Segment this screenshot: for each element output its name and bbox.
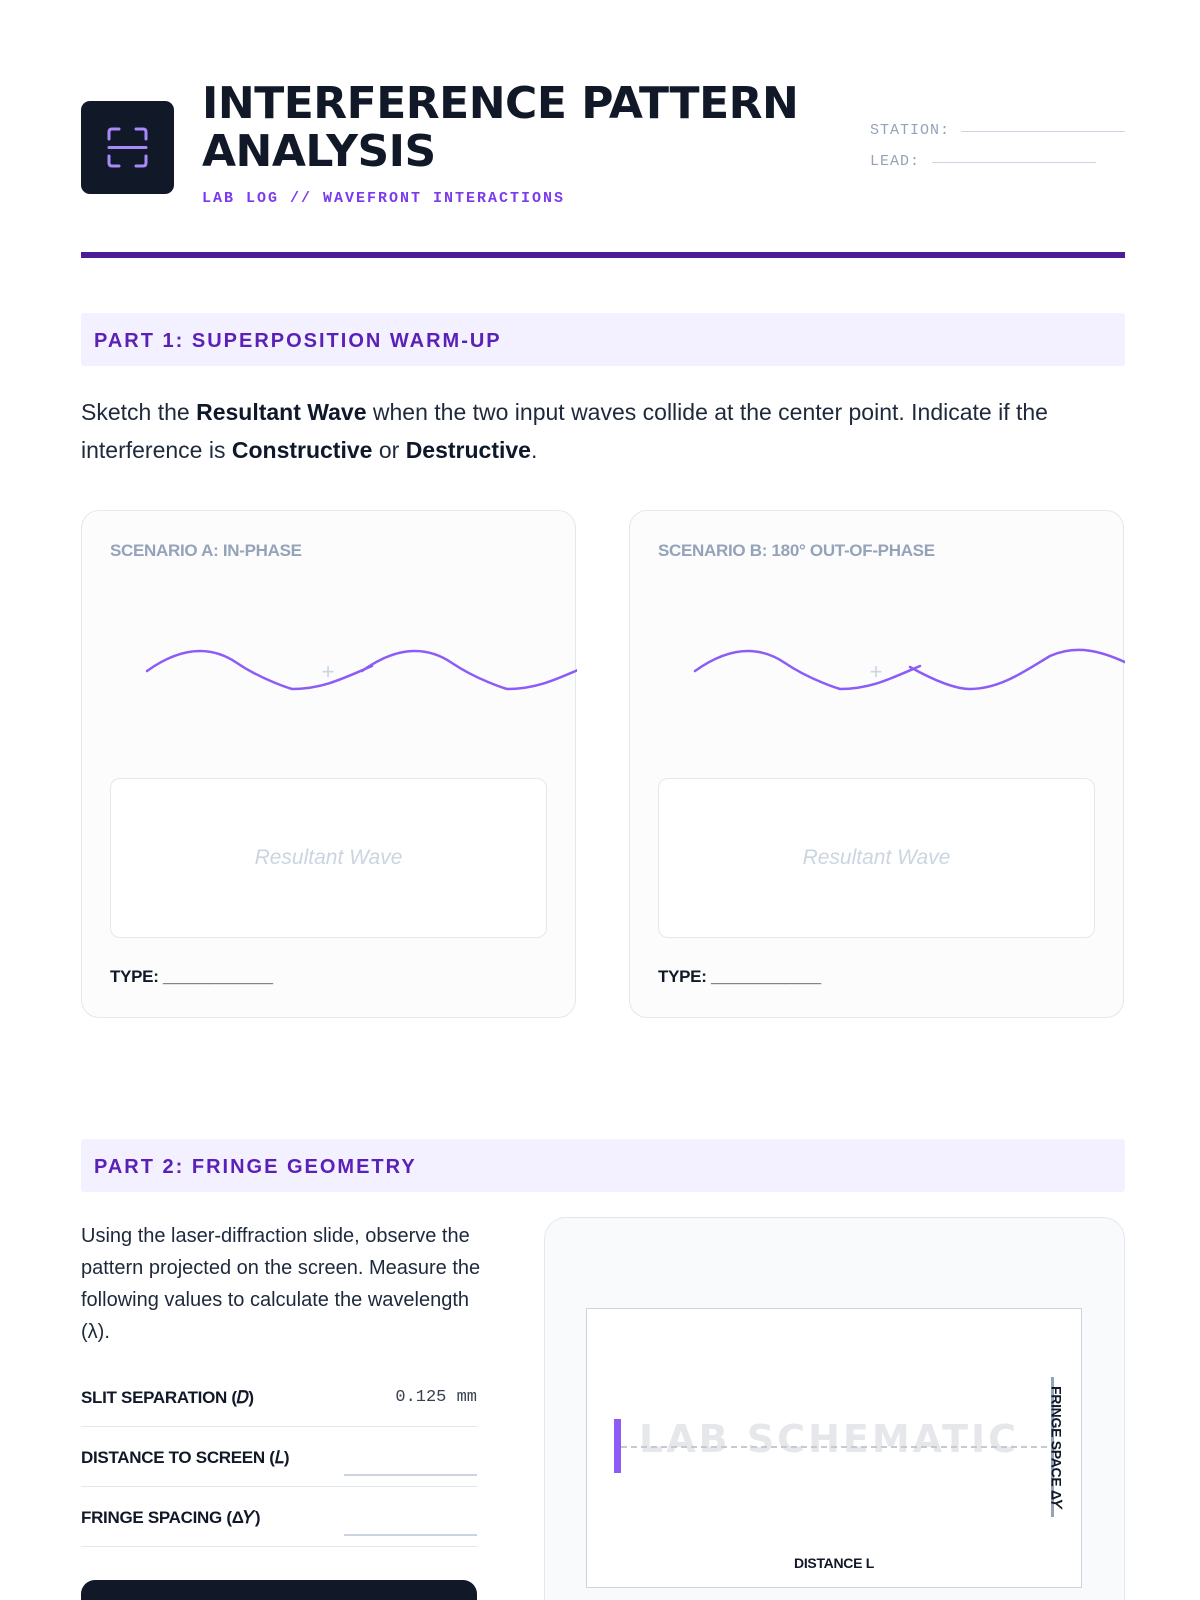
distance-label: DISTANCE L: [794, 1555, 874, 1571]
slit-separation-field[interactable]: [81, 1367, 477, 1427]
blank-answer-line[interactable]: [344, 1474, 477, 1476]
scenario-title: SCENARIO B: 180° OUT-OF-PHASE: [658, 541, 935, 560]
slit-source-marker: [614, 1419, 621, 1473]
fringe-spacing-field[interactable]: [81, 1487, 477, 1547]
page-title: INTERFERENCE PATTERN ANALYSIS: [202, 78, 799, 177]
term-destructive: Destructive: [405, 437, 531, 463]
blank-answer-line[interactable]: [344, 1534, 477, 1536]
field-label: FRINGE SPACING (Δ𝑌): [81, 1508, 261, 1527]
resultant-wave-sketch-area[interactable]: [658, 778, 1095, 938]
plus-sign: +: [869, 659, 883, 684]
input-waves-diagram: [630, 631, 1125, 711]
part2-header: [81, 1139, 1125, 1192]
resultant-wave-placeholder: Resultant Wave: [802, 846, 951, 869]
page-header: [81, 80, 1125, 256]
part1-heading: PART 1: SUPERPOSITION WARM-UP: [94, 330, 502, 352]
distance-to-screen-field[interactable]: [81, 1427, 477, 1487]
station-label: STATION:: [870, 122, 951, 139]
field-label: DISTANCE TO SCREEN (𝐿): [81, 1448, 290, 1467]
lab-schematic: [586, 1308, 1082, 1588]
interference-type-field[interactable]: TYPE: ____________: [110, 967, 273, 986]
input-wave-1: [147, 651, 372, 689]
scenario-title: SCENARIO A: IN-PHASE: [110, 541, 302, 560]
schematic-watermark: LAB SCHEMATIC: [639, 1417, 1020, 1461]
station-field[interactable]: [961, 131, 1125, 132]
part2-heading: PART 2: FRINGE GEOMETRY: [94, 1156, 417, 1178]
input-wave-1: [695, 651, 920, 689]
input-wave-2: [362, 651, 577, 689]
fringe-space-label: FRINGE SPACE Δ𝑌: [1048, 1386, 1065, 1509]
input-waves-diagram: [82, 631, 577, 711]
header-divider: [81, 252, 1125, 258]
scenario-b-card: [629, 510, 1124, 1018]
term-resultant-wave: Resultant Wave: [196, 399, 367, 425]
part1-header: [81, 313, 1125, 366]
term-constructive: Constructive: [231, 437, 373, 463]
resultant-wave-sketch-area[interactable]: [110, 778, 547, 938]
part2-instructions: Using the laser-diffraction slide, observe the pattern projected on the screen. Measure the following values to calculate the wavelength (λ).: [81, 1225, 481, 1343]
scenario-a-card: [81, 510, 576, 1018]
plus-sign: +: [321, 659, 335, 684]
scan-icon: [81, 101, 174, 194]
calculate-button[interactable]: [81, 1580, 477, 1600]
field-label: SLIT SEPARATION (𝐷): [81, 1388, 254, 1407]
input-wave-2: [910, 650, 1125, 689]
lead-field[interactable]: [932, 162, 1096, 163]
field-value: 0.125 mm: [395, 1388, 477, 1407]
interference-type-field[interactable]: TYPE: ____________: [658, 967, 821, 986]
page-subtitle: LAB LOG // WAVEFRONT INTERACTIONS: [202, 190, 566, 207]
schematic-card: [544, 1217, 1125, 1600]
part1-instructions: Sketch the Resultant Wave when the two input waves collide at the center point. Indicate if the interference is Constructive or Destructive.: [81, 399, 1048, 463]
resultant-wave-placeholder: Resultant Wave: [254, 846, 403, 869]
lead-label: LEAD:: [870, 153, 921, 170]
beam-path-line: [621, 1446, 1057, 1448]
